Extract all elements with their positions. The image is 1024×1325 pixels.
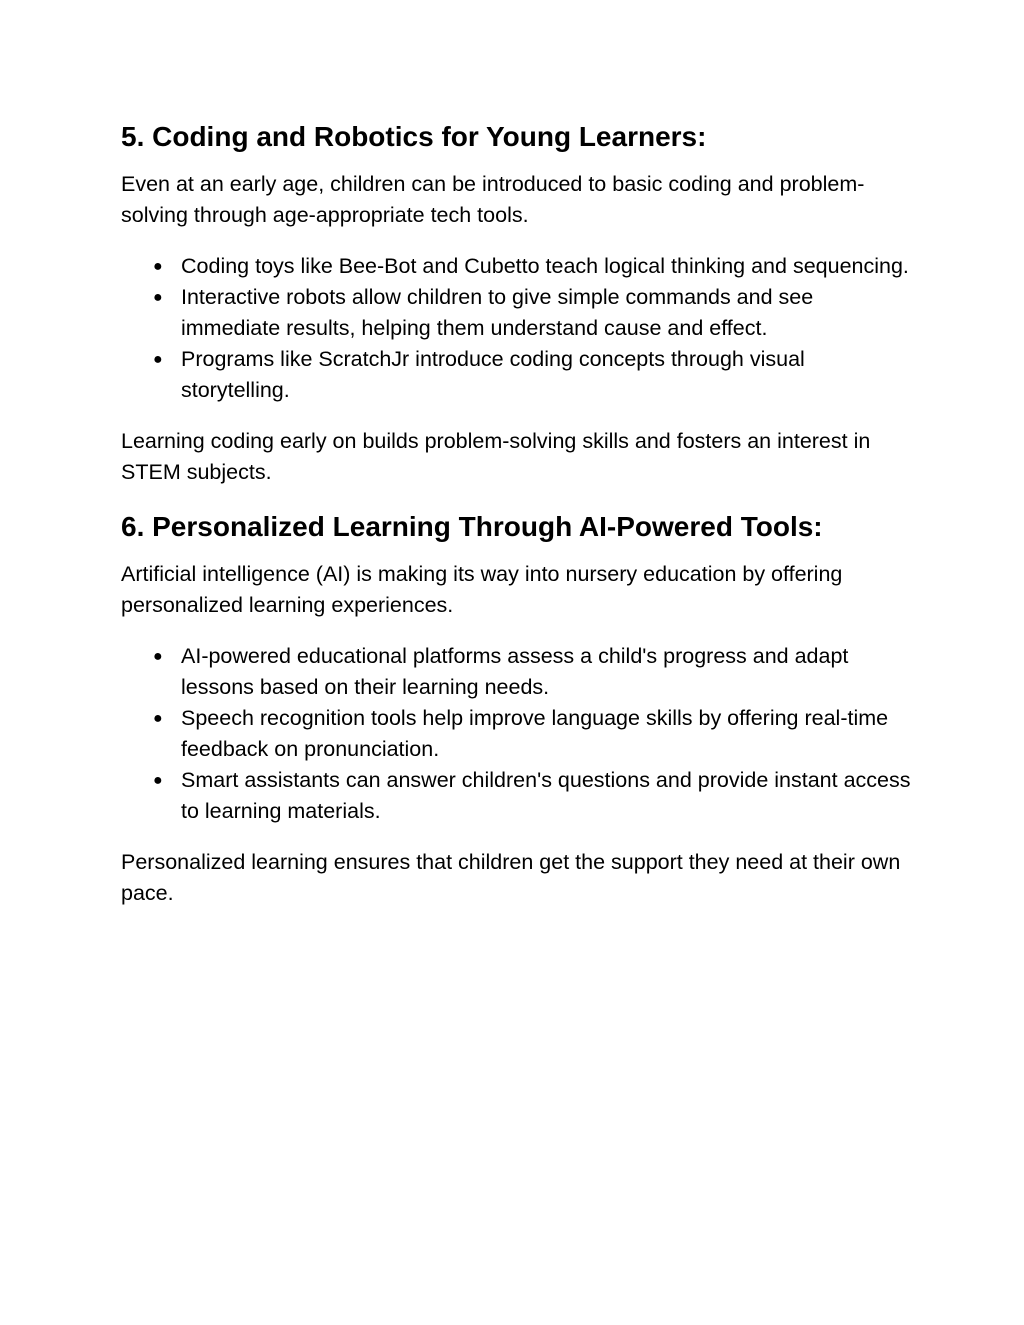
document-page <box>121 118 911 929</box>
bullet-icon: ● <box>153 772 163 789</box>
section-heading: 5. Coding and Robotics for Young Learners: <box>121 121 707 152</box>
list-item-text: Smart assistants can answer children's questions and provide instant access to learning materials. <box>181 768 911 823</box>
bullet-icon: ● <box>153 710 163 727</box>
section-conclusion: Personalized learning ensures that children get the support they need at their own pace. <box>121 850 901 905</box>
bullet-icon: ● <box>153 648 163 665</box>
bullet-icon: ● <box>153 258 163 275</box>
list-item <box>121 765 911 827</box>
list-item-text: AI-powered educational platforms assess a child's progress and adapt lessons based on their learning needs. <box>181 644 849 699</box>
section-coding-robotics <box>121 118 911 488</box>
bullet-list <box>121 251 911 406</box>
bullet-icon: ● <box>153 351 163 368</box>
list-item <box>121 282 911 344</box>
list-item <box>121 344 911 406</box>
bullet-icon: ● <box>153 289 163 306</box>
list-item-text: Programs like ScratchJr introduce coding concepts through visual storytelling. <box>181 347 805 402</box>
list-item-text: Interactive robots allow children to give simple commands and see immediate results, helping them understand cause and effect. <box>181 285 814 340</box>
list-item <box>121 641 911 703</box>
list-item <box>121 703 911 765</box>
bullet-list <box>121 641 911 827</box>
list-item-text: Speech recognition tools help improve language skills by offering real-time feedback on pronunciation. <box>181 706 889 761</box>
section-intro: Artificial intelligence (AI) is making its way into nursery education by offering personalized learning experiences. <box>121 562 843 617</box>
list-item-text: Coding toys like Bee-Bot and Cubetto teach logical thinking and sequencing. <box>181 254 909 278</box>
list-item <box>121 251 911 282</box>
section-personalized-learning <box>121 508 911 909</box>
section-intro: Even at an early age, children can be introduced to basic coding and problem-solving through age-appropriate tech tools. <box>121 172 865 227</box>
section-heading: 6. Personalized Learning Through AI-Powered Tools: <box>121 511 823 542</box>
section-conclusion: Learning coding early on builds problem-solving skills and fosters an interest in STEM subjects. <box>121 429 871 484</box>
